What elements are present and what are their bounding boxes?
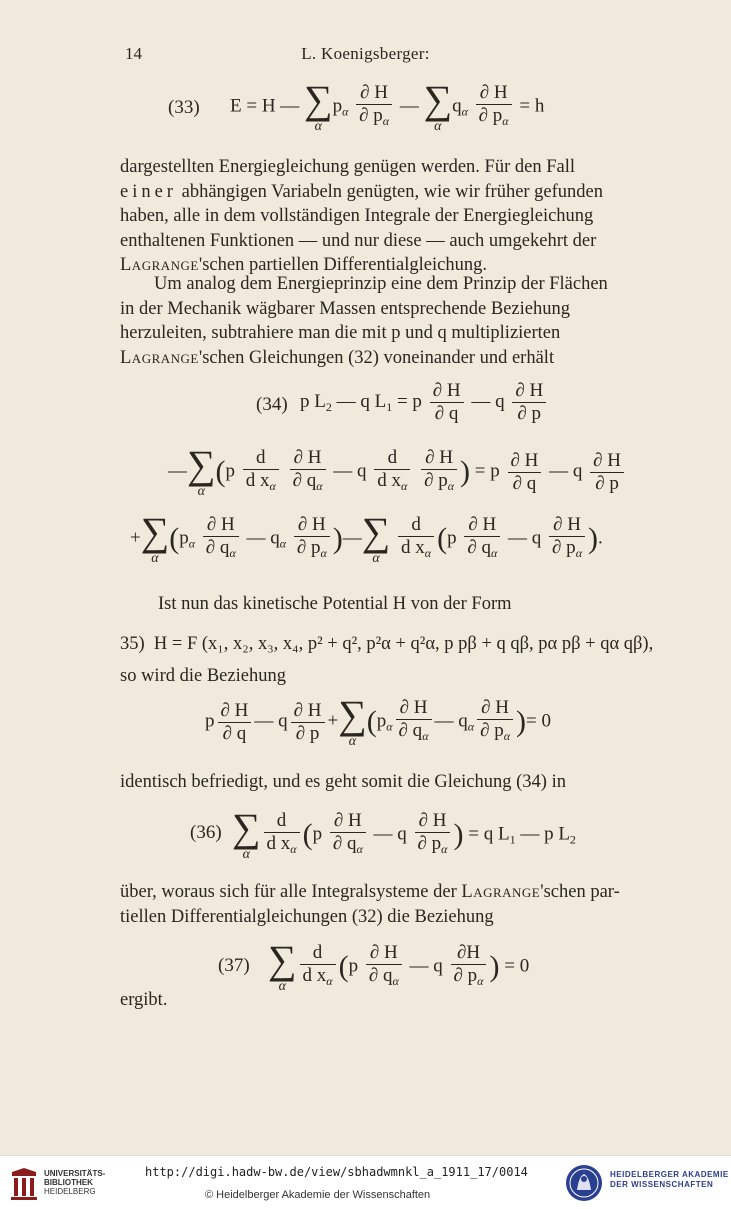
eq33-rhs: = h [519, 95, 545, 117]
summation-symbol: ∑ α [423, 77, 453, 134]
academy-seal-icon[interactable] [565, 1164, 603, 1202]
paragraph-5: identisch befriedigt, und es geht somit die Gleichung (34) in [120, 772, 566, 792]
equation-36: ∑ α $\frac{d}{d x_\alpha}$ (p $\frac{\partial H}{\partial q_\alpha}$ — q $\frac{\partial H}{\partial p_\alpha}$ ) = q $L_1$ — p $L_2$ [232, 805, 576, 862]
university-library-logo-icon[interactable] [8, 1166, 40, 1202]
paragraph-7: ergibt. [120, 990, 168, 1010]
equation-34-line-3: + ∑ α ($p_\alpha$ $\frac{\partial H}{\partial q_\alpha}$ — $q_\alpha$ $\frac{\partial H}{\partial p_\alpha}$ )— ∑ α $\frac{d}{d x_\alpha}$ (p $\frac{\partial H}{\partial q_\alpha}$ — q $\frac{\partial H}{\partial p_\alpha}$ ). [130, 509, 603, 566]
page-header [0, 44, 731, 68]
summation-symbol: ∑ α [304, 77, 333, 134]
equation-33: E = H — ∑ α $p_\alpha$ $\frac{\partial H}{\partial p_\alpha}$ — ∑ α $q_\alpha$ $\frac{\partial H}{\partial p_\alpha}$ = h [230, 77, 545, 134]
copyright-notice: © Heidelberger Akademie der Wissenschaften [205, 1189, 431, 1201]
equation-37: ∑ α $\frac{d}{d x_\alpha}$ (p $\frac{\partial H}{\partial q_\alpha}$ — q $\frac{\partial H}{\partial p_\alpha}$ ) = 0 [268, 937, 530, 994]
running-head: L. Koenigsberger: [301, 44, 430, 63]
paragraph-1: dargestellten Energiegleichung genügen werden. Für den Fall einer abhängigen Variabeln genügten, wie wir früher gefunden haben, alle in dem vollständigen Integrale der Energiegleichung enthaltenen Funktionen — und nur diese — auch umgekehrt der Lagrange'schen partiellen Differentialgleichung. [120, 157, 604, 275]
eq33-lhs: E = H — [230, 95, 300, 117]
page-number: 14 [125, 44, 142, 63]
paragraph-2: Um analog dem Energieprinzip eine dem Prinzip der Flächen in der Mechanik wägbarer Massen entsprechende Beziehung herzuleiten, subtrahiere man die mit p und q multiplizierten Lagrange'schen Gleichungen (32) voneinander und erhält [120, 274, 608, 368]
equation-number-33: (33) [168, 97, 200, 118]
paragraph-6: über, woraus sich für alle Integralsysteme der Lagrange'schen par- tiellen Differentialgleichungen (32) die Beziehung [120, 882, 620, 927]
equation-34-line-2: — ∑ α (p $\frac{d}{d x_\alpha}$ $\frac{\partial H}{\partial q_\alpha}$ — q $\frac{d}{d x_\alpha}$ $\frac{\partial H}{\partial p_\alpha}$ ) = p $\frac{\partial H}{\partial q}$ — q $\frac{\partial H}{\partial p}$ [168, 445, 627, 499]
paragraph-4: so wird die Beziehung [120, 666, 286, 686]
equation-35: 35) H = F (x₁, x₂, x₃, x₄, p² + q², p²α + q²α, p pβ + q qβ, pα pβ + qα qβ), [120, 634, 654, 654]
academy-name: HEIDELBERGER AKADEMIE DER WISSENSCHAFTEN [610, 1170, 729, 1189]
equation-34-line-1: p $L_2$ — q $L_1 = p$ $\frac{\partial H}{\partial q}$ — q $\frac{\partial H}{\partial p}$ [300, 380, 549, 425]
footer-bar [0, 1155, 731, 1209]
permalink-url[interactable]: http://digi.hadw-bw.de/view/sbhadwmnkl_a_1911_17/0014 [145, 1165, 528, 1179]
relation-equation: p $\frac{\partial H}{\partial q}$ — q $\frac{\partial H}{\partial p}$ + ∑ α ($p_\alpha$ $\frac{\partial H}{\partial q_\alpha}$ — $q_\alpha$ $\frac{\partial H}{\partial p_\alpha}$ )= 0 [205, 692, 551, 749]
fraction: $\frac{\partial H}{\partial p_\alpha}$ [476, 82, 512, 132]
fraction: $\frac{\partial H}{\partial p_\alpha}$ [356, 82, 392, 132]
equation-number-34: (34) [256, 394, 288, 415]
equation-number-36: (36) [190, 822, 222, 843]
university-library-name: UNIVERSITÄTS- BIBLIOTHEK HEIDELBERG [44, 1169, 106, 1196]
equation-number-37: (37) [218, 955, 250, 976]
paragraph-3: Ist nun das kinetische Potential H von der Form [158, 594, 512, 614]
